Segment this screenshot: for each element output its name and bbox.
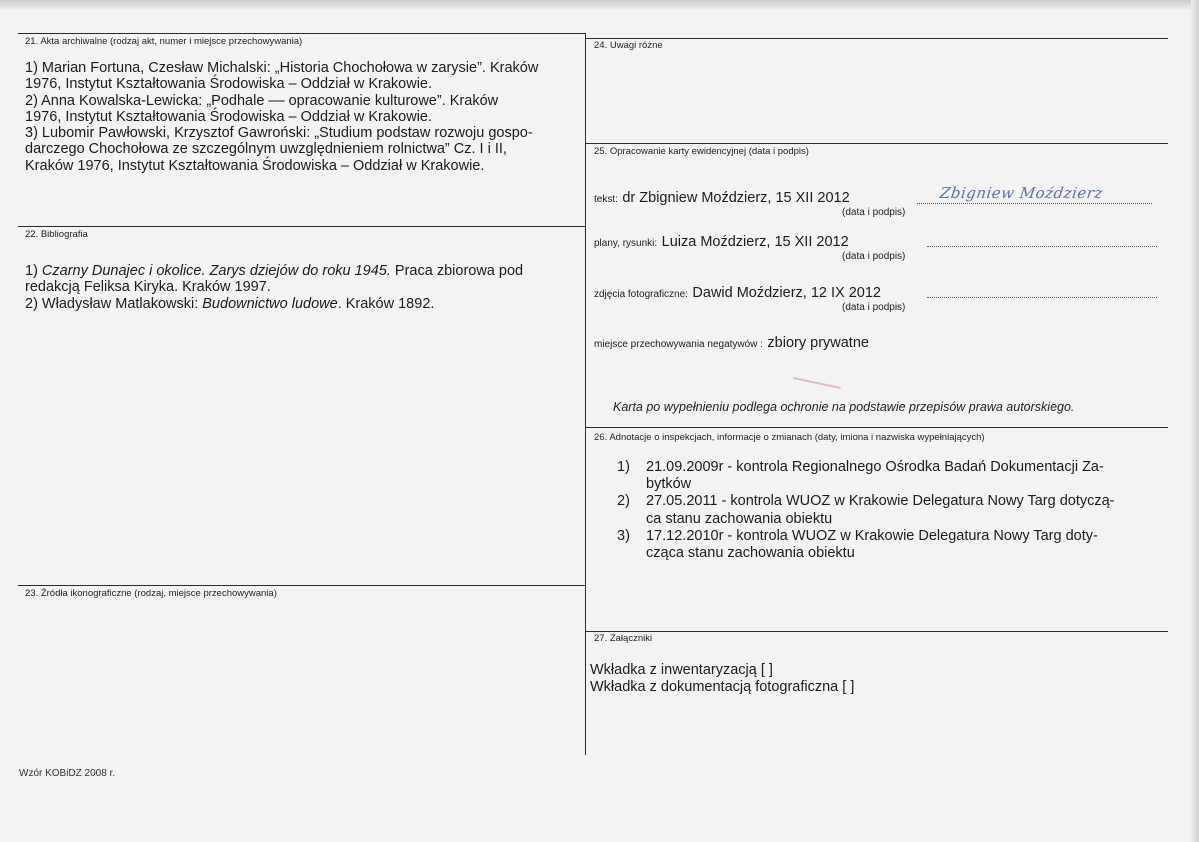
section-21-label: 21. Akta archiwalne (rodzaj akt, numer i miejsce przechowywania) — [25, 36, 303, 47]
section-22-label: 22. Bibliografia — [25, 229, 88, 240]
negatives-key: miejsce przechowywania negatywów : — [594, 339, 763, 350]
pink-stamp-mark — [793, 377, 840, 389]
s21-line: darczego Chochołowa ze szczególnym uwzględnieniem rolnictwa” Cz. I i II, — [25, 141, 507, 158]
item-line: 21.09.2009r - kontrola Regionalnego Ośrodka Badań Dokumentacji Za- — [646, 459, 1104, 475]
s21-line: 3) Lubomir Pawłowski, Krzysztof Gawroński: „Studium podstaw rozwoju gospo- — [25, 125, 533, 142]
scan-edge-top — [0, 0, 1199, 9]
author-text-row — [594, 189, 850, 207]
inspection-item — [617, 493, 1115, 527]
attachments-text — [590, 662, 854, 696]
negatives-row — [594, 334, 869, 352]
signature-line-1 — [917, 203, 1152, 204]
photos-row — [594, 284, 881, 302]
inspection-item — [617, 528, 1115, 562]
rule-26 — [586, 427, 1168, 428]
bib-1-prefix: 1) — [25, 263, 42, 279]
bib-1-rest: Praca zbiorowa pod — [390, 263, 524, 279]
s21-line: 1976, Instytut Kształtowania Środowiska – Oddział w Krakowie. — [25, 76, 433, 93]
rule-top-right — [586, 38, 1168, 39]
section-22-text — [25, 263, 523, 312]
s21-line: 1976, Instytut Kształtowania Środowiska – Oddział w Krakowie. — [25, 108, 433, 125]
item-line: ca stanu zachowania obiektu — [646, 510, 833, 527]
column-divider — [585, 33, 586, 755]
item-line: 27.05.2011 - kontrola WUOZ w Krakowie Delegatura Nowy Targ dotyczą- — [646, 493, 1115, 510]
caption-3: (data i podpis) — [842, 302, 906, 313]
rule-27 — [586, 631, 1168, 632]
caption-2: (data i podpis) — [842, 251, 906, 262]
item-number: 1) — [617, 459, 630, 475]
bib-2-rest: . Kraków 1892. — [337, 295, 435, 312]
section-23-label: 23. Źródła ikonograficzne (rodzaj, miejsce przechowywania) — [25, 588, 277, 599]
attachment-photos: Wkładka z dokumentacją fotograficzna [ ] — [590, 679, 855, 695]
form-template-footer: Wzór KOBiDZ 2008 r. — [19, 768, 116, 779]
section-21-text — [25, 60, 538, 174]
bib-2-title: Budownictwo ludowe — [202, 295, 338, 312]
section-26-label: 26. Adnotacje o inspekcjach, informacje o zmianach (daty, imiona i nazwiska wypełniających) — [594, 432, 985, 443]
item-line: bytków — [646, 476, 692, 493]
plans-row — [594, 233, 849, 251]
rule-top-left — [18, 33, 586, 34]
photos-value: Dawid Moździerz, 12 IX 2012 — [692, 285, 881, 301]
signature-line-2 — [927, 246, 1157, 247]
item-line: 17.12.2010r - kontrola WUOZ w Krakowie Delegatura Nowy Targ doty- — [646, 527, 1098, 544]
bib-entry-1-cont: redakcją Feliksa Kiryka. Kraków 1997. — [25, 279, 271, 296]
attachment-inventory: Wkładka z inwentaryzacją [ ] — [590, 662, 773, 678]
text-value: dr Zbigniew Moździerz, 15 XII 2012 — [622, 190, 850, 206]
section-27-label: 27. Załączniki — [594, 633, 653, 644]
plans-value: Luiza Moździerz, 15 XII 2012 — [661, 234, 849, 250]
text-key: tekst: — [594, 194, 618, 205]
s21-line: Kraków 1976, Instytut Kształtowania Środowiska – Oddział w Krakowie. — [25, 157, 485, 174]
section-25-label: 25. Opracowanie karty ewidencyjnej (data i podpis) — [594, 146, 809, 157]
section-24-label: 24. Uwagi różne — [594, 40, 663, 51]
bib-1-title: Czarny Dunajec i okolice. Zarys dziejów do roku 1945. — [41, 263, 391, 279]
rule-22 — [18, 226, 586, 227]
caption-1: (data i podpis) — [842, 207, 906, 218]
scan-edge-right — [1191, 0, 1199, 842]
rule-23 — [18, 585, 586, 586]
plans-key: plany, rysunki: — [594, 238, 658, 249]
negatives-value: zbiory prywatne — [767, 335, 869, 351]
bib-entry-1 — [25, 263, 523, 279]
rule-25 — [586, 143, 1168, 144]
s21-line: 1) Marian Fortuna, Czesław Michalski: „Historia Chochołowa w zarysie”. Kraków — [25, 60, 539, 76]
item-number: 3) — [617, 527, 630, 544]
signature-line-3 — [927, 297, 1157, 298]
copyright-note: Karta po wypełnieniu podlega ochronie na podstawie przepisów prawa autorskiego. — [613, 400, 1075, 414]
inspection-list — [617, 459, 1115, 562]
s21-line: 2) Anna Kowalska-Lewicka: „Podhale –– opracowanie kulturowe”. Kraków — [25, 92, 499, 109]
bib-entry-2 — [25, 296, 523, 312]
handwritten-signature: Zbigniew Moździerz — [938, 184, 1105, 202]
item-number: 2) — [617, 493, 630, 510]
photos-key: zdjęcia fotograficzne: — [594, 289, 688, 300]
inspection-item — [617, 459, 1115, 493]
item-line: cząca stanu zachowania obiektu — [646, 545, 855, 562]
bib-2-prefix: 2) Władysław Matlakowski: — [25, 295, 203, 312]
